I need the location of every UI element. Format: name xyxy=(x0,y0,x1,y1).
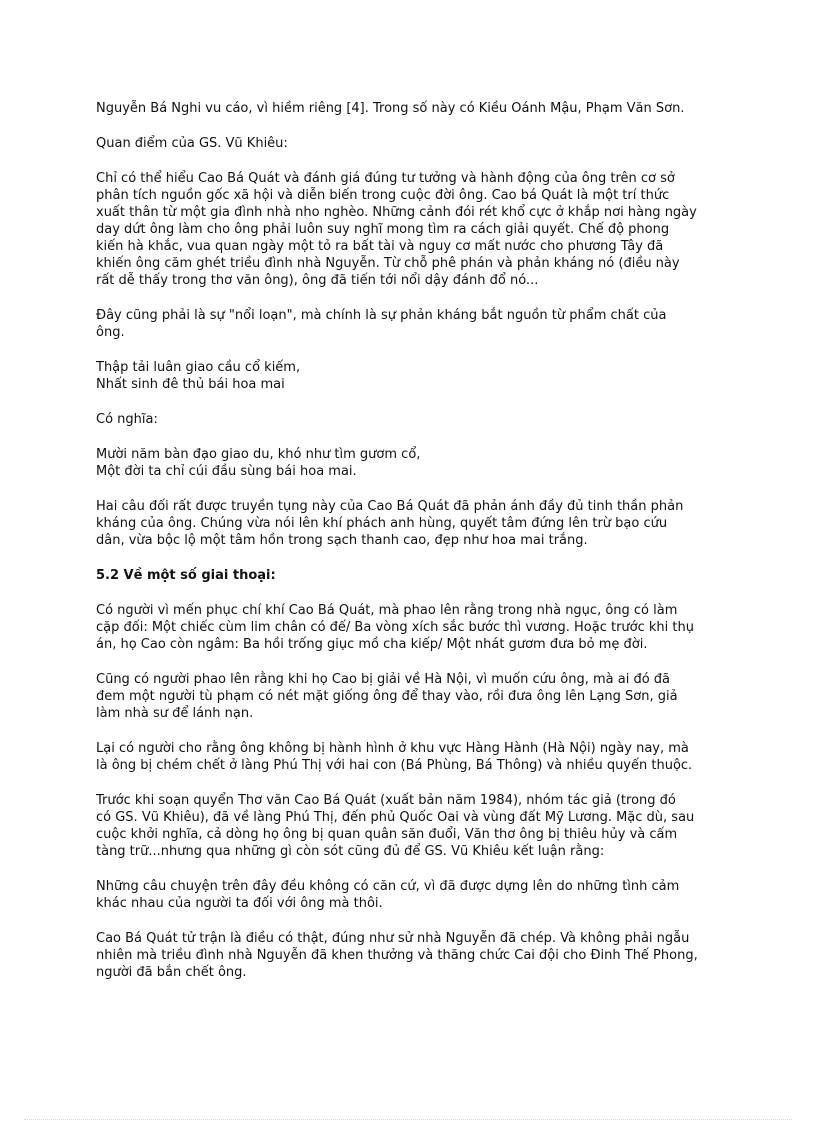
paragraph xyxy=(96,792,736,860)
paragraph xyxy=(96,307,736,341)
paragraph-label xyxy=(96,135,736,152)
text-line: rất dễ thấy trong thơ văn ông), ông đã tiến tới nổi dậy đánh đổ nó... xyxy=(96,273,539,288)
text-line: nhiên mà triều đình nhà Nguyễn đã khen thưởng và thăng chức Cai đội cho Đinh Thế Phong, xyxy=(96,948,698,963)
text-line: Một đời ta chỉ cúi đầu sùng bái hoa mai. xyxy=(96,464,357,479)
text-line: là ông bị chém chết ở làng Phú Thị với hai con (Bá Phùng, Bá Thông) và nhiều quyến thuộc. xyxy=(96,758,693,773)
text-line: Cũng có người phao lên rằng khi họ Cao bị giải về Hà Nội, vì muốn cứu ông, mà ai đó đã xyxy=(96,672,671,687)
section-heading: 5.2 Về một số giai thoại: xyxy=(96,568,276,583)
text-line: Mười năm bàn đạo giao du, khó như tìm gươm cổ, xyxy=(96,447,421,462)
text-line: Hai câu đối rất được truyền tụng này của Cao Bá Quát đã phản ánh đầy đủ tinh thần phản xyxy=(96,499,684,514)
text-line: khiến ông căm ghét triều đình nhà Nguyễn. Từ chỗ phê phán và phản kháng nó (điều này xyxy=(96,256,680,271)
text-line: đem một người tù phạm có nét mặt giống ông để thay vào, rồi đưa ông lên Lạng Sơn, giả xyxy=(96,689,678,704)
paragraph xyxy=(96,878,736,912)
text-line: Những câu chuyện trên đây đều không có căn cứ, vì đã được dựng lên do những tình cảm xyxy=(96,879,680,894)
page-bottom-divider xyxy=(24,1119,792,1120)
paragraph xyxy=(96,498,736,549)
poem-translation xyxy=(96,446,736,480)
text-line: Có nghĩa: xyxy=(96,412,158,427)
text-line: ông. xyxy=(96,325,125,340)
text-line: Nhất sinh đê thủ bái hoa mai xyxy=(96,377,285,392)
text-line: xuất thân từ một gia đình nhà nho nghèo. Những cảnh đói rét khổ cực ở khắp nơi hàng ngày xyxy=(96,205,697,220)
paragraph xyxy=(96,671,736,722)
text-line: Trước khi soạn quyển Thơ văn Cao Bá Quát (xuất bản năm 1984), nhóm tác giả (trong đó xyxy=(96,793,676,808)
text-line: khác nhau của người ta đối với ông mà thôi. xyxy=(96,896,383,911)
paragraph-label xyxy=(96,411,736,428)
text-line: kiến hà khắc, vua quan ngày một tỏ ra bất tài và nguy cơ mất nước cho phương Tây đã xyxy=(96,239,664,254)
text-line: dân, vừa bộc lộ một tâm hồn trong sạch thanh cao, đẹp như hoa mai trắng. xyxy=(96,533,588,548)
text-line: kháng của ông. Chúng vừa nói lên khí phách anh hùng, quyết tâm đứng lên trừ bạo cứu xyxy=(96,516,668,531)
text-line: phân tích nguồn gốc xã hội và diễn biến trong cuộc đời ông. Cao bá Quát là một trí thức xyxy=(96,188,670,203)
text-line: day dứt ông làm cho ông phải luôn suy nghĩ mong tìm ra cách giải quyết. Chế độ phong xyxy=(96,222,670,237)
text-line: Quan điểm của GS. Vũ Khiêu: xyxy=(96,136,288,151)
paragraph xyxy=(96,740,736,774)
text-line: làm nhà sư để lánh nạn. xyxy=(96,706,254,721)
text-line: cuộc khởi nghĩa, cả dòng họ ông bị quan quân săn đuổi, Văn thơ ông bị thiêu hủy và cấm xyxy=(96,827,678,842)
text-line: Thập tải luân giao cầu cổ kiếm, xyxy=(96,360,301,375)
text-line: Có người vì mến phục chí khí Cao Bá Quát, mà phao lên rằng trong nhà ngục, ông có làm xyxy=(96,603,678,618)
text-line: cặp đối: Một chiếc cùm lim chân có đế/ Ba vòng xích sắc bước thì vương. Hoặc trước khi thụ xyxy=(96,620,694,635)
paragraph xyxy=(96,602,736,653)
text-line: Cao Bá Quát tử trận là điều có thật, đúng như sử nhà Nguyễn đã chép. Và không phải ngẫu xyxy=(96,931,690,946)
text-line: Nguyễn Bá Nghi vu cáo, vì hiềm riêng [4]. Trong số này có Kiều Oánh Mậu, Phạm Văn Sơn. xyxy=(96,101,685,116)
text-line: tàng trữ...nhưng qua những gì còn sót cũng đủ để GS. Vũ Khiêu kết luận rằng: xyxy=(96,844,605,859)
text-line: Đây cũng phải là sự "nổi loạn", mà chính là sự phản kháng bắt nguồn từ phẩm chất của xyxy=(96,308,667,323)
poem-verse xyxy=(96,359,736,393)
text-line: Lại có người cho rằng ông không bị hành hình ở khu vực Hàng Hành (Hà Nội) ngày nay, mà xyxy=(96,741,689,756)
text-line: người đã bắn chết ông. xyxy=(96,965,247,980)
document-page xyxy=(96,100,736,999)
paragraph xyxy=(96,170,736,289)
paragraph xyxy=(96,930,736,981)
paragraph xyxy=(96,100,736,117)
text-line: án, họ Cao còn ngâm: Ba hồi trống giục mồ cha kiếp/ Một nhát gươm đưa bỏ mẹ đời. xyxy=(96,637,648,652)
text-line: Chỉ có thể hiểu Cao Bá Quát và đánh giá đúng tư tưởng và hành động của ông trên cơ sở xyxy=(96,171,675,186)
text-line: có GS. Vũ Khiêu), đã về làng Phú Thị, đến phủ Quốc Oai và vùng đất Mỹ Lương. Mặc dù, sau xyxy=(96,810,695,825)
